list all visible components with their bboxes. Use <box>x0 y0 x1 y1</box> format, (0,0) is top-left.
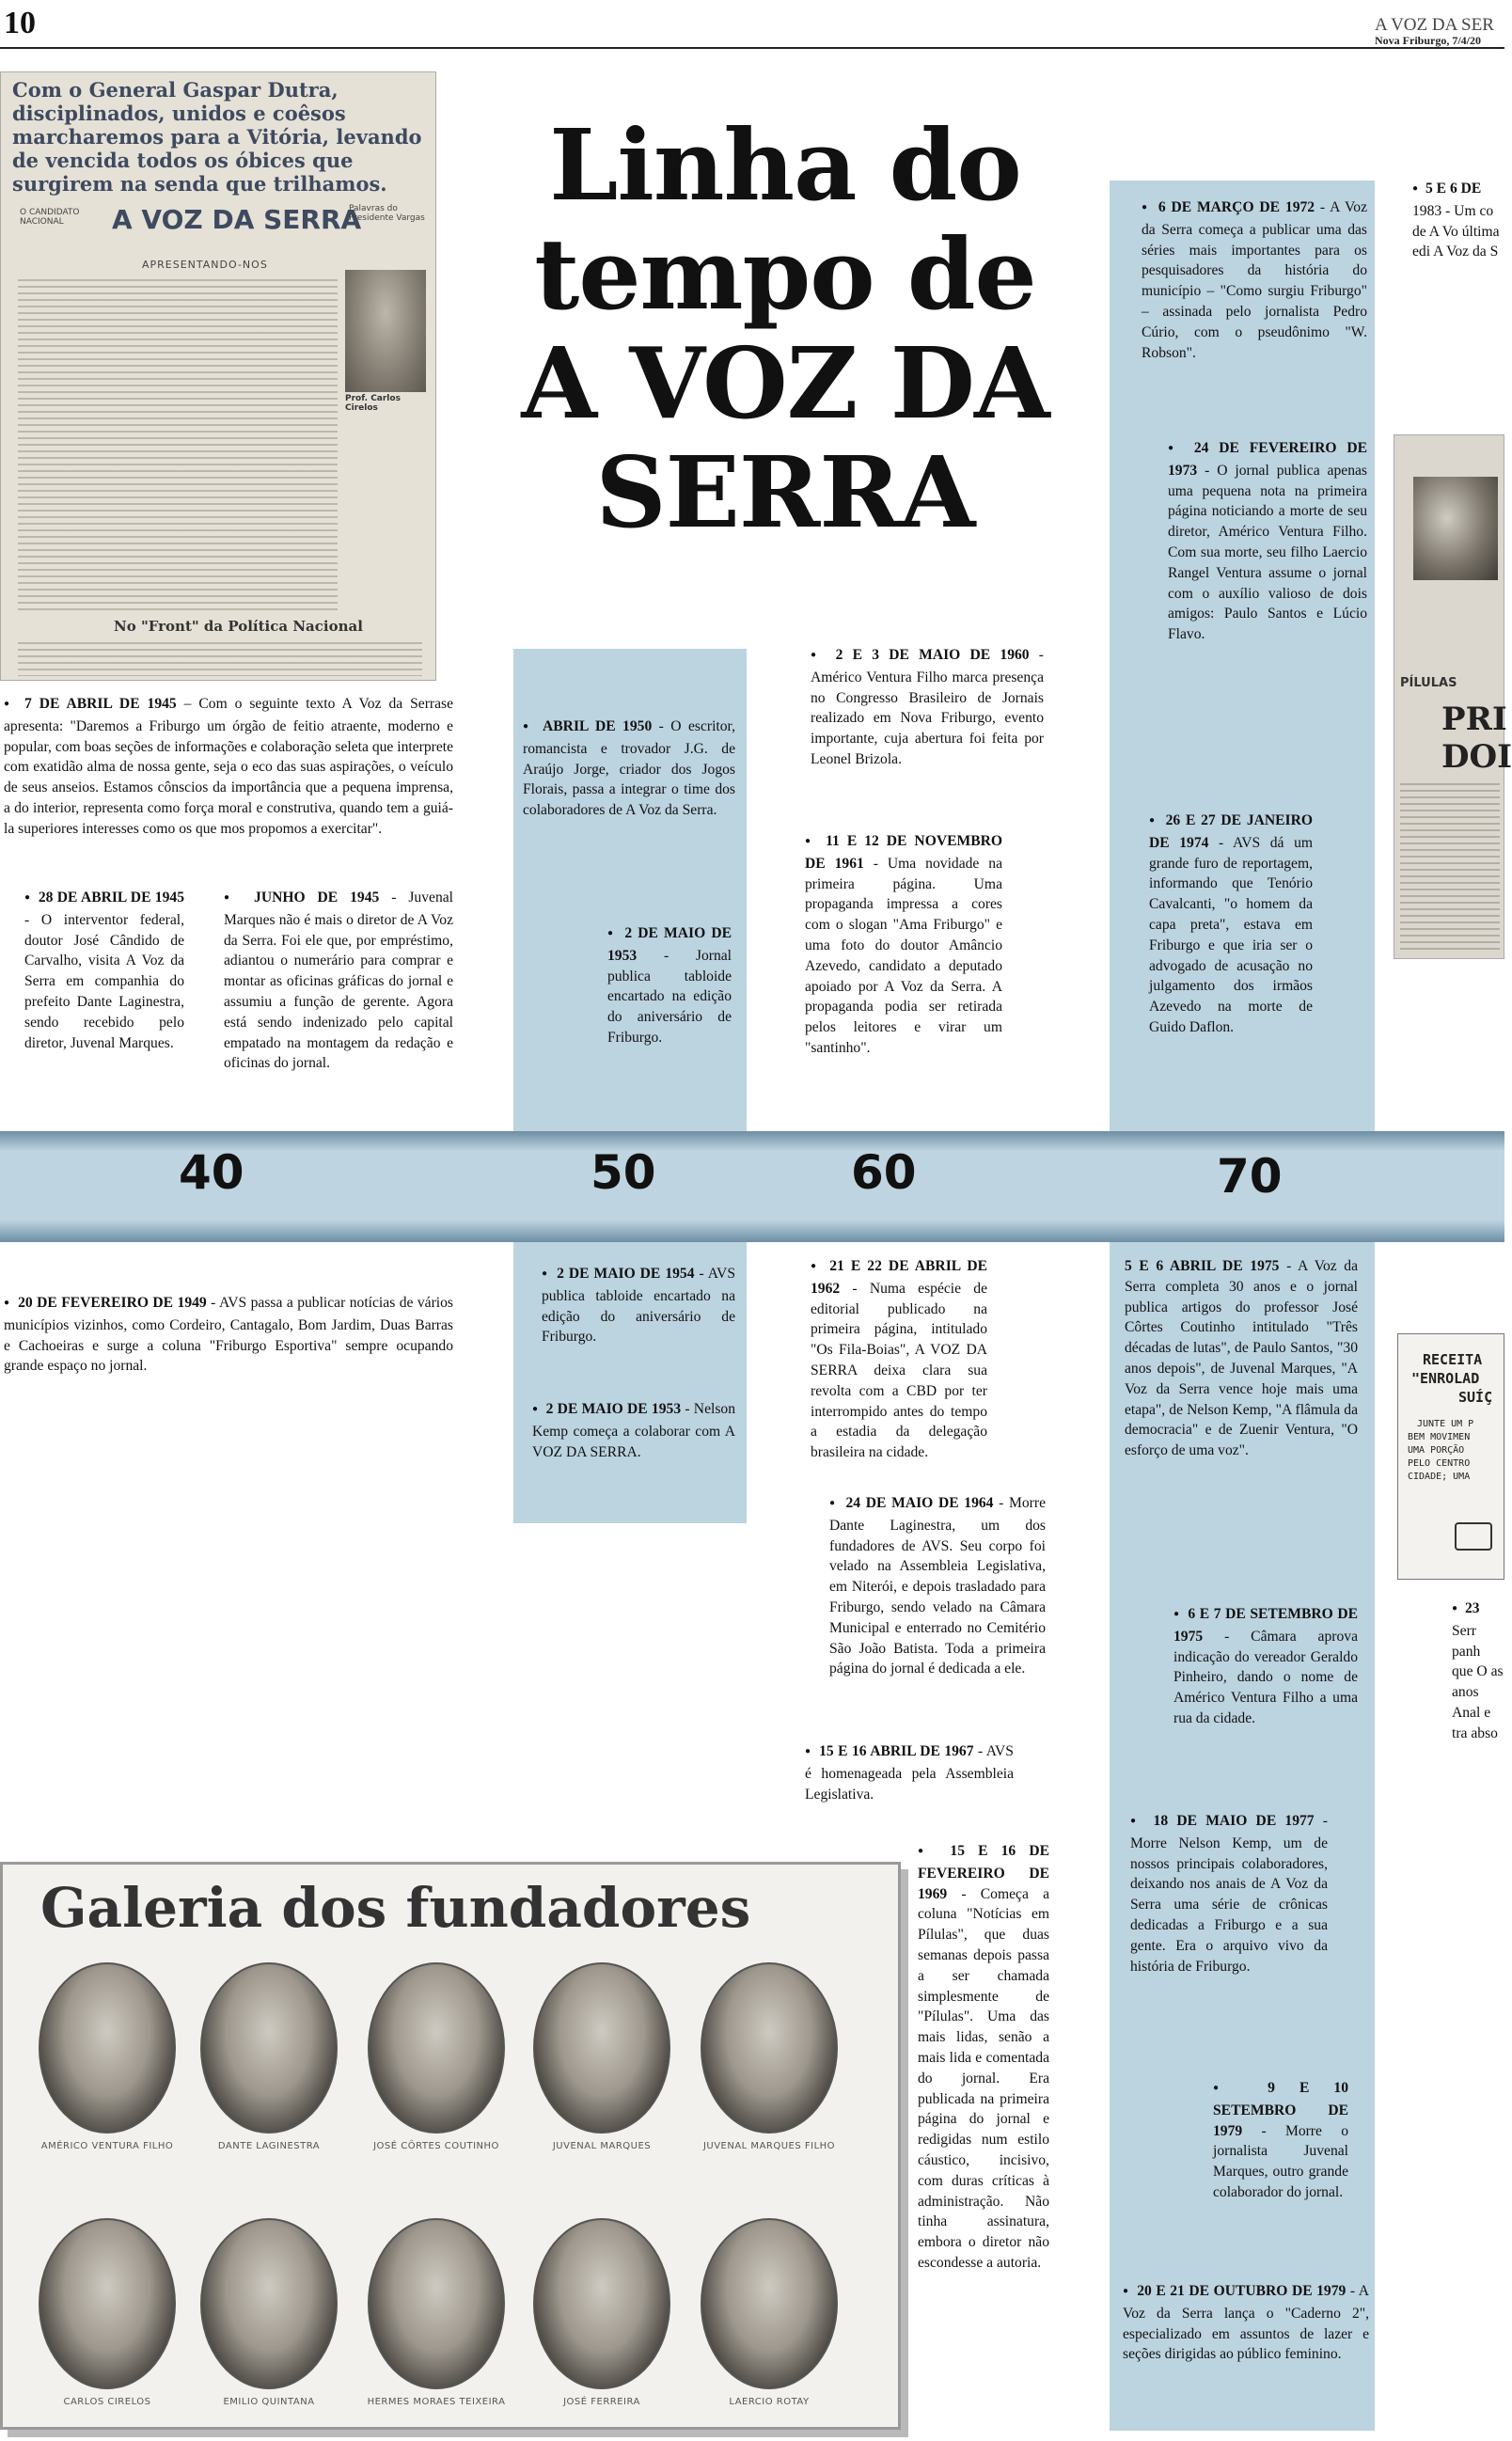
clipping-left-box: O CANDIDATO NACIONAL <box>20 208 80 227</box>
receita-line-1: RECEITA <box>1423 1351 1483 1368</box>
clipping-right-body <box>1400 783 1500 953</box>
entry-1964 <box>829 1493 1046 1679</box>
clipping-masthead: A VOZ DA SERRA <box>112 204 362 235</box>
entry-date: 5 E 6 ABRIL DE 1975 <box>1125 1258 1280 1274</box>
entry-date: 28 DE ABRIL DE 1945 <box>38 890 184 906</box>
entry-date: 6 DE MARÇO DE 1972 <box>1158 199 1315 215</box>
decade-70: 70 <box>1217 1149 1283 1204</box>
entry-text: - A Voz da Serra completa 30 anos e o jornal publica artigos do professor José Côrtes Coutinho intitulado "Três décadas de lutas", de Paulo Santos, "30 anos depois", de Juvenal Marques, "A Voz da Serra vence hoje mais uma etapa", de Nelson Kemp, "A flâmula da democracia" e de Zuenir Ventura, "O esforço de uma voz". <box>1125 1258 1358 1459</box>
entry-date: 23 <box>1464 1600 1480 1616</box>
receita-line-5: BEM MOVIMEN <box>1408 1432 1471 1442</box>
receita-line-6: UMA PORÇÃO <box>1408 1445 1465 1456</box>
entry-date: 2 DE MAIO DE 1954 <box>557 1266 695 1282</box>
receita-drawing <box>1455 1522 1492 1551</box>
receita-line-3: SUÍÇ <box>1458 1389 1493 1406</box>
entry-text: - Começa a coluna "Notícias em Pílulas", que duas semanas depois passa a ser chamada simplesmente de "Pílulas". Uma das mais lidas, senão a mais lida e comentada do jornal. Era publicada na primeira página do jornal e redigidas num estilo cáustico, incisivo, com duras críticas à administração. Não tinha assinatura, embora o diretor não escondesse a autoria. <box>918 1885 1049 2271</box>
clipping-1945 <box>0 71 436 681</box>
title-line-1: Linha do <box>549 107 1021 223</box>
portrait-4 <box>533 1962 670 2134</box>
clipping-portrait <box>345 270 426 392</box>
receita-line-8: CIDADE; UMA <box>1408 1472 1471 1482</box>
entry-text: - Juvenal Marques não é mais o diretor de A Voz da Serra. Foi ele que, por empréstimo, adiantou o numerário para comprar e montar as oficinas gráficas do jornal e assumiu a função de gerente. Agora está sendo indenizado pelo capital empatado na montagem da redação e oficinas do jornal. <box>224 890 453 1072</box>
entry-text: - Numa espécie de editorial publicado na primeira página, intitulado "Os Fila-Boias", A VOZ DA SERRA deixa clara sua revolta com a CBD por ter interrompido antes do tempo a estadia da delegação brasileira na cidade. <box>811 1280 987 1461</box>
clipping-headline: Com o General Gaspar Dutra, disciplinados, unidos e coêsos marcharemos para a Vitória, levando de vencida todos os óbices que surgirem na senda que trilhamos. <box>12 78 422 196</box>
portrait-9 <box>533 2218 670 2389</box>
entry-1945-june <box>224 888 453 1074</box>
entry-date: 11 E 12 DE NOVEMBRO DE 1961 <box>805 833 1002 872</box>
founder-name-5: JUVENAL MARQUES FILHO <box>702 2141 836 2151</box>
entry-date: 5 E 6 DE <box>1425 181 1482 197</box>
portrait-7 <box>200 2218 338 2389</box>
receita-line-7: PELO CENTRO <box>1408 1458 1471 1469</box>
entry-date: 2 E 3 DE MAIO DE 1960 <box>835 647 1030 663</box>
entry-text: - Nelson Kemp começa a colaborar com A VOZ DA SERRA. <box>532 1401 735 1460</box>
entry-date: 6 E 7 DE SETEMBRO DE 1975 <box>1173 1606 1358 1645</box>
entry-1953-bottom <box>532 1399 735 1462</box>
clipping-right-box: Palavras do Presidente Vargas <box>349 204 425 223</box>
entry-text: - Uma novidade na primeira página. Uma propaganda impressa a cores com o slogan "Ama Friburgo" e uma foto do doutor Amâncio Azevedo, candidato a deputado apoiado por A Voz da Serra. A propaganda podia ser retirada pelos leitores e virar um "santinho". <box>805 855 1003 1056</box>
entry-date: 7 DE ABRIL DE 1945 <box>24 696 177 712</box>
entry-1967 <box>805 1741 1014 1804</box>
entry-date: ABRIL DE 1950 <box>543 718 653 734</box>
entry-1979-september <box>1213 2078 1348 2203</box>
entry-text: - Morre Dante Laginestra, um dos fundadores de AVS. Seu corpo foi velado na Assembleia Legislativa, em Niterói, e depois trasladado para Friburgo, sendo velado na Câmara Municipal e enterrado no Cemitério São João Batista. Toda a primeira página do jornal é dedicada a ele. <box>829 1495 1046 1677</box>
entry-text: - Morre Nelson Kemp, um de nossos principais colaboradores, deixando nos anais de A Voz da Serra uma série de crônicas dedicadas a Friburgo e a sua gente. Era o arquivo vivo da história de Friburgo. <box>1130 1813 1328 1975</box>
entry-text: - O interventor federal, doutor José Cândido de Carvalho, visita A Voz da Serra em companhia do prefeito Dante Laginestra, sendo recebido pelo diretor, Juvenal Marques. <box>24 911 184 1051</box>
dateline: Nova Friburgo, 7/4/20 <box>1375 34 1481 47</box>
founder-name-1: AMÉRICO VENTURA FILHO <box>40 2141 174 2151</box>
clipping-right <box>1394 434 1512 959</box>
clipping-right-portrait <box>1413 477 1498 580</box>
entry-date: 9 E 10 SETEMBRO DE 1979 <box>1213 2080 1348 2139</box>
portrait-8 <box>368 2218 505 2389</box>
entry-1974 <box>1149 811 1313 1038</box>
entry-1945-april <box>4 694 453 840</box>
entry-1945-28-april <box>24 888 184 1053</box>
portrait-5 <box>701 1962 838 2134</box>
receita-line-2: "ENROLAD <box>1411 1370 1480 1387</box>
founder-name-7: EMILIO QUINTANA <box>223 2397 315 2407</box>
entry-date: 2 DE MAIO DE 1953 <box>607 925 732 964</box>
entry-text: - Câmara aprova indicação do vereador Geraldo Pinheiro, dando o nome de Américo Ventura Filho a uma rua da cidade. <box>1173 1628 1358 1726</box>
portrait-10 <box>701 2218 838 2389</box>
entry-23-cut <box>1452 1598 1504 1744</box>
entry-text: – Com o seguinte texto A Voz da Serrase apresenta: "Daremos a Friburgo um órgão de feitio atraente, moderno e popular, com boas seções de informações e colaboração seleta que interprete com exatidão alma de nossa gente, seja o eco das suas aspirações, o veículo de seus anseios. Estamos cônscios da importância que a pequena imprensa, a do interior, representa como força moral e construtiva, quando tem a guiá-la superiores interesses como os que mos propomos a exercitar". <box>4 696 453 837</box>
title-line-4: SERRA <box>595 434 975 550</box>
entry-text: 1983 - Um co de A Vo última edi A Voz da S <box>1412 202 1500 260</box>
entry-text: - Jornal publica tabloide encartado na edição do aniversário de Friburgo. <box>607 947 732 1046</box>
portrait-2 <box>200 1962 338 2134</box>
entry-1954 <box>542 1264 735 1347</box>
founder-name-9: JOSÉ FERREIRA <box>563 2397 640 2407</box>
portrait-1 <box>39 1962 176 2134</box>
clipping-caption: Prof. Carlos Cirelos <box>345 394 401 413</box>
entry-1973 <box>1168 438 1367 645</box>
entry-date: 2 DE MAIO DE 1953 <box>545 1401 682 1417</box>
clipping-body-text <box>18 279 338 613</box>
entry-1961 <box>805 831 1002 1059</box>
entry-date: 26 E 27 DE JANEIRO DE 1974 <box>1149 812 1313 851</box>
entry-1975-april <box>1125 1256 1358 1461</box>
paper-name: A VOZ DA SER <box>1375 15 1494 35</box>
entry-date: 24 DE FEVEREIRO DE 1973 <box>1168 440 1367 479</box>
entry-1960 <box>811 645 1044 770</box>
entry-text: - AVS publica tabloide encartado na edição do aniversário de Friburgo. <box>542 1266 735 1346</box>
entry-date: 20 E 21 DE OUTUBRO DE 1979 <box>1137 2283 1347 2299</box>
portrait-3 <box>368 1962 505 2134</box>
clipping-right-text-2: PRI <box>1441 701 1507 738</box>
entry-text: - Américo Ventura Filho marca presença no Congresso Brasileiro de Jornais realizado em Nova Friburgo, evento importante, cuja abertura foi feita por Leonel Brizola. <box>811 647 1045 767</box>
entry-1962 <box>811 1256 987 1463</box>
entry-date: 15 E 16 ABRIL DE 1967 <box>819 1743 974 1759</box>
founder-name-3: JOSÉ CÔRTES COUTINHO <box>373 2141 499 2151</box>
entry-1975-september <box>1173 1604 1358 1729</box>
entry-text: - O escritor, romancista e trovador J.G. de Araújo Jorge, criador dos Jogos Florais, passa a integrar o time dos colaboradores de A Voz da Serra. <box>523 718 736 819</box>
entry-date: 15 E 16 DE FEVEREIRO DE 1969 <box>918 1843 1049 1902</box>
founder-name-10: LAERCIO ROTAY <box>729 2397 810 2407</box>
gallery-title: Galeria dos fundadores <box>40 1876 751 1940</box>
entry-date: 20 DE FEVEREIRO DE 1949 <box>18 1295 207 1311</box>
clipping-bottom-head: No "Front" da Política Nacional <box>114 618 363 635</box>
entry-date: 18 DE MAIO DE 1977 <box>1153 1813 1315 1829</box>
entry-text: Serr panh que O as anos Anal e tra abso <box>1452 1622 1504 1741</box>
title-line-3: A VOZ DA <box>521 325 1049 441</box>
entry-1972 <box>1142 197 1367 363</box>
founder-name-6: CARLOS CIRELOS <box>63 2397 151 2407</box>
founder-name-2: DANTE LAGINESTRA <box>217 2141 321 2151</box>
entry-text: - O jornal publica apenas uma pequena nota na primeira página noticiando a morte de seu diretor, Américo Ventura Filho. Com sua morte, seu filho Laercio Rangel Ventura assume o jornal com o auxílio valioso de dois amigos: Paulo Santos e Lúcio Flavo. <box>1168 462 1367 643</box>
entry-date: JUNHO DE 1945 <box>254 890 380 906</box>
entry-text: - AVS é homenageada pela Assembleia Legislativa. <box>805 1743 1014 1803</box>
entry-1983-cut <box>1412 179 1504 262</box>
entry-1950 <box>523 717 735 821</box>
clipping-right-text-3: DOI <box>1441 738 1512 776</box>
founder-name-8: HERMES MORAES TEIXEIRA <box>367 2397 506 2407</box>
clipping-receita <box>1397 1333 1504 1580</box>
entry-text: - A Voz da Serra começa a publicar uma das séries mais importantes para os pesquisadores da história do município – "Como surgiu Friburgo" – assinada pelo jornalista Pedro Cúrio, com o pseudônimo "W. Robson". <box>1142 199 1368 361</box>
entry-1949 <box>4 1293 453 1377</box>
header-rule <box>0 47 1504 49</box>
receita-line-4: JUNTE UM P <box>1417 1419 1474 1429</box>
entry-text: - AVS passa a publicar notícias de vários municípios vizinhos, como Cordeiro, Cantagalo, Bom Jardim, Duas Barras e Cachoeiras e surge a coluna "Friburgo Esportiva" sempre ocupando grande espaço no jornal. <box>4 1295 453 1375</box>
entry-1953-top <box>607 923 732 1048</box>
entry-date: 24 DE MAIO DE 1964 <box>845 1495 994 1511</box>
entry-1969 <box>918 1841 1049 2274</box>
title-line-2: tempo de <box>534 216 1036 332</box>
entry-text: - AVS dá um grande furo de reportagem, informando que Tenório Cavalcanti, "o homem da capa preta", estava em Friburgo e que iria ser o advogado de acusação no julgamento dos irmãos Azevedo na morte de Guido Daflon. <box>1149 834 1313 1035</box>
entry-1977 <box>1130 1811 1328 1976</box>
decade-50: 50 <box>591 1145 656 1200</box>
page-number: 10 <box>4 6 36 40</box>
portrait-6 <box>39 2218 176 2389</box>
decade-40: 40 <box>179 1145 244 1200</box>
entry-1979-october <box>1123 2281 1369 2365</box>
decade-60: 60 <box>851 1145 917 1200</box>
entry-text: - A Voz da Serra lança o "Caderno 2", especializado em assuntos de lazer e seções dirigidas ao público feminino. <box>1123 2283 1369 2363</box>
gallery-founders <box>0 1862 901 2430</box>
clipping-footer-text <box>18 642 422 676</box>
entry-date: 21 E 22 DE ABRIL DE 1962 <box>811 1258 988 1297</box>
founder-name-4: JUVENAL MARQUES <box>552 2141 652 2151</box>
clipping-right-text-1: PÍLULAS <box>1400 676 1457 690</box>
page-title <box>508 107 1063 550</box>
entry-text: - Morre o jornalista Juvenal Marques, outro grande colaborador do jornal. <box>1213 2122 1348 2200</box>
clipping-section: APRESENTANDO-NOS <box>142 259 268 271</box>
